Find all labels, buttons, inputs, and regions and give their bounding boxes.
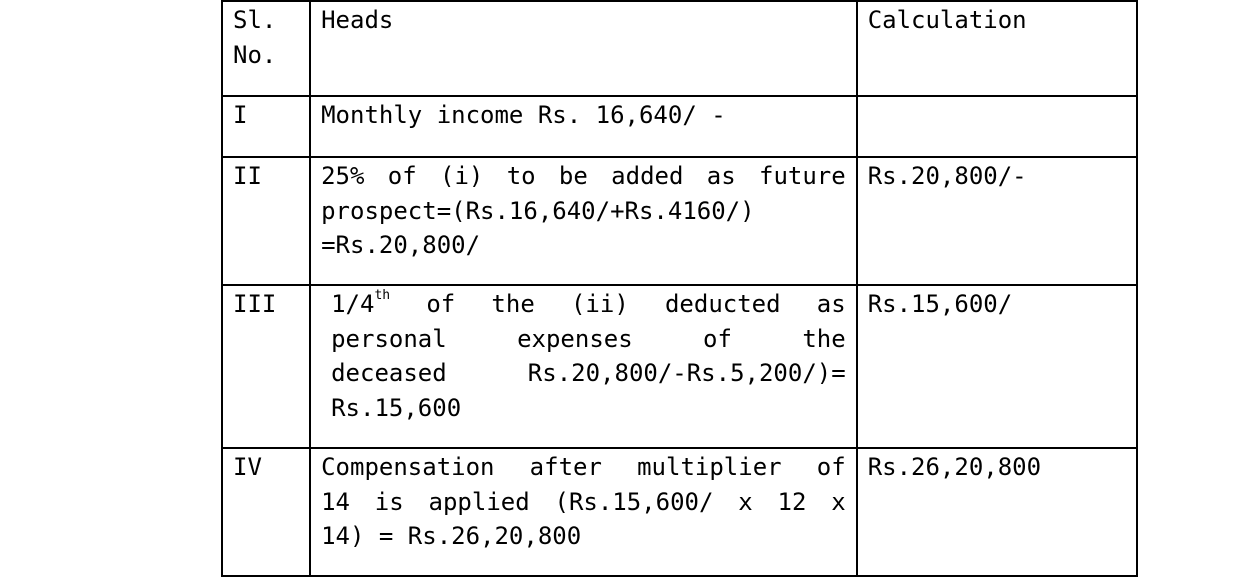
row-heads-line: 14) = Rs.26,20,800 [321,522,582,550]
row-calculation: Rs.20,800/- [857,157,1137,285]
row-sl-no: III [222,285,310,448]
row-heads-line: Rs.15,600 [331,393,462,422]
table-row [222,96,1137,157]
row-heads-line: 14 is applied (Rs.15,600/ x 12 x [321,487,846,516]
row-heads-line: prospect=(Rs.16,640/+Rs.4160/) [321,196,755,225]
compensation-table [221,0,1138,577]
row-heads-line: deceased Rs.20,800/-Rs.5,200/)= [331,359,846,387]
table-row [222,285,1137,448]
row-calculation: Rs.15,600/ [857,285,1137,448]
row-heads-line-rest: of the (ii) deducted as [390,290,846,318]
row-sl-no: IV [222,448,310,576]
superscript-text: th [374,288,391,303]
row-heads: Monthly income Rs. 16,640/ - [310,96,857,157]
header-calculation: Calculation [857,1,1137,96]
row-heads-line [331,287,846,322]
fraction-text: 1/4 [331,290,375,318]
row-sl-no: II [222,157,310,285]
header-sl-no-text: Sl. No. [233,6,277,69]
row-heads-line: 25% of (i) to be added as future [321,162,846,190]
row-heads [310,285,857,448]
row-heads-line: =Rs.20,800/ [321,231,481,259]
row-calculation: Rs.26,20,800 [857,448,1137,576]
table-row [222,157,1137,285]
row-heads-line: personal expenses of the [331,324,846,353]
header-heads: Heads [310,1,857,96]
table-header-row [222,1,1137,96]
row-heads-line: Compensation after multiplier of [321,453,846,481]
row-heads [310,448,857,576]
row-sl-no: I [222,96,310,157]
header-sl-no [222,1,310,96]
row-heads [310,157,857,285]
table-row [222,448,1137,576]
row-calculation [857,96,1137,157]
